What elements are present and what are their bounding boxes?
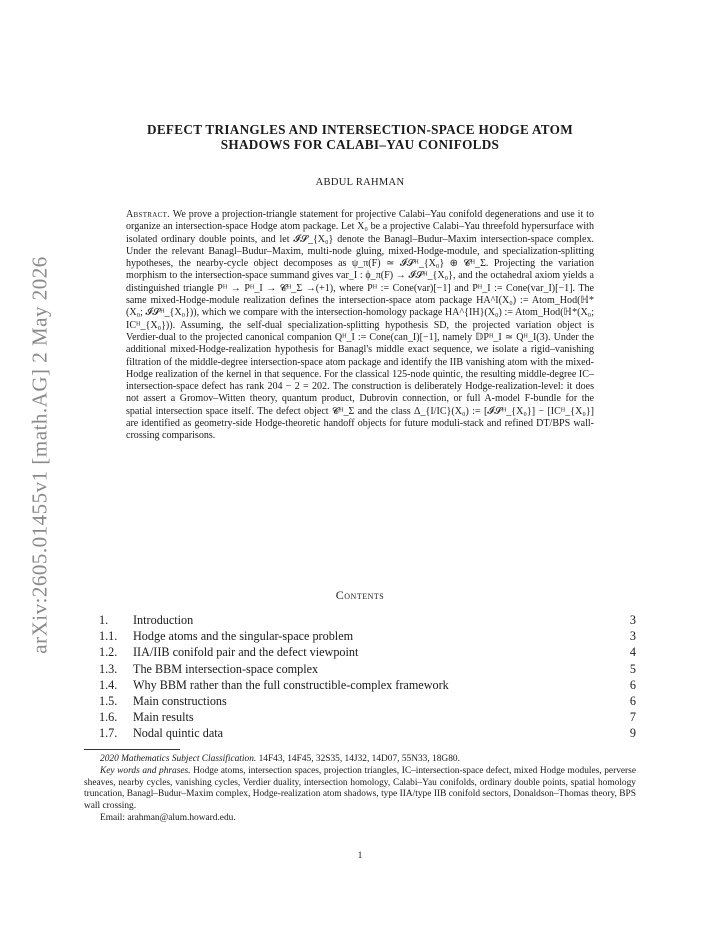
keywords-text: Hodge atoms, intersection spaces, projection triangles, IC–intersection-space defect, mixed Hodge modules, perverse sheaves, nearby cycles, vanishing cycles, Verdier duality, intersection homology, Calabi–Yau conifolds, ordinary double points, spatial homology truncation, Banagl–Budur–Maxim complex, Hodge-realization atom shadows, type IIA/type IIB conifold sectors, Donaldson–Thomas theory, BPS wall crossing. [84, 765, 636, 812]
toc-entry[interactable] [99, 693, 636, 709]
toc-entry-page: 6 [629, 694, 636, 709]
contents-heading: Contents [335, 588, 385, 602]
toc-entry-number: 1.4. [99, 677, 118, 692]
toc-entry[interactable] [99, 612, 636, 628]
arxiv-identifier-stamp: arXiv:2605.01455v1 [math.AG] 2 May 2026 [27, 256, 52, 654]
abstract [126, 209, 594, 443]
toc-entry-page: 7 [629, 710, 636, 725]
toc-entry-number: 1. [99, 613, 109, 627]
toc-entry-number: 1.2. [99, 645, 118, 660]
toc-entry[interactable] [99, 628, 636, 644]
toc-entry-title: Why BBM rather than the full constructible-complex framework [133, 677, 449, 692]
toc-entry-title: The BBM intersection-space complex [133, 661, 319, 676]
toc-entry-title: Introduction [133, 613, 194, 627]
toc-entry-number: 1.1. [99, 629, 118, 644]
toc-entry[interactable] [99, 725, 636, 741]
keywords-label: Key words and phrases. [100, 765, 191, 776]
toc-entry-page: 4 [629, 645, 636, 660]
abstract-label: Abstract. [126, 209, 170, 220]
toc-entry-title: Hodge atoms and the singular-space problem [133, 629, 354, 644]
toc-entry[interactable] [99, 661, 636, 677]
page-number: 1 [357, 851, 363, 861]
msc-codes: 14F43, 14F45, 32S35, 14J32, 14D07, 55N33, 18G80. [258, 754, 460, 764]
table-of-contents [99, 612, 636, 742]
toc-entry-page: 3 [629, 613, 636, 627]
title-line-2: SHADOWS FOR CALABI–YAU CONIFOLDS [220, 137, 500, 152]
toc-entry-number: 1.5. [99, 694, 118, 709]
toc-entry-page: 3 [629, 629, 636, 644]
toc-entry-page: 6 [629, 677, 636, 692]
toc-entry-title: Main constructions [133, 694, 227, 709]
paper-title [90, 122, 630, 152]
toc-entry-title: Main results [133, 710, 194, 725]
toc-entry-page: 9 [629, 726, 636, 741]
author-name: ABDUL RAHMAN [315, 177, 405, 188]
toc-entry-title: Nodal quintic data [133, 726, 224, 741]
msc-label: 2020 Mathematics Subject Classification. [100, 754, 257, 764]
toc-entry[interactable] [99, 709, 636, 725]
msc-footnote [84, 754, 636, 766]
abstract-text: We prove a projection-triangle statement for projective Calabi–Yau conifold degenerations and use it to organize an intersection-space Hodge atom package. Let X₀ be a projective Calabi–Yau threefold hypersurface with isolated ordinary double points, and let 𝓘𝓢_{X₀} denote the Banagl–Budur–Maxim intersection-space complex. Under the relevant Banagl–Budur–Maxim, multi-node gluing, mixed-Hodge-module, and specialization-splitting hypotheses, the nearby-cycle object decomposes as ψ_π(F) ≃ 𝓘𝓢ᴴ_{X₀} ⊕ 𝓒ᴴ_Σ. Projecting the variation morphism to the intersection-space summand gives var_I : ϕ_π(F) → 𝓘𝓢ᴴ_{X₀}, and the octahedral axiom yields a distinguished triangle Pᴴ → Pᴴ_I → 𝓒ᴴ_Σ →(+1), where Pᴴ := Cone(var)[−1] and Pᴴ_I := Cone(var_I)[−1]. The same mixed-Hodge-module realization defines the intersection-space atom package HA^I(X₀) := Atom_Hod(ℍ*(X₀; 𝓘𝓢ᴴ_{X₀})), which we compare with the intersection-homology package HA^{IH}(X₀) := Atom_Hod(ℍ*(X₀; ICᴴ_{X₀})). Assuming, the self-dual specialization-splitting hypothesis SD, the projected variation object is Verdier-dual to the projected canonical companion Qᴴ_I := Cone(can_I)[−1], namely 𝔻Pᴴ_I ≃ Qᴴ_I(3). Under the additional mixed-Hodge-realization hypothesis for Banagl's middle exact sequence, we isolate a rigid–vanishing filtration of the middle-degree intersection-space atom package and identify the IIB vanishing atom with the mixed-Hodge realization of the kernel in that sequence. For the classical 125-node quintic, the resulting middle-degree IC–intersection-space defect has rank 204 − 2 = 202. The construction is deliberately Hodge-realization-level: it does not assert a Gromov–Witten theory, quantum product, Dubrovin connection, or full A-model F-bundle for the spatial intersection space itself. The defect object 𝓒ᴴ_Σ and the class Δ_{I/IC}(X₀) := [𝓘𝓢ᴴ_{X₀}] − [ICᴴ_{X₀}] are identified as geometry-side Hodge-theoretic handoff objects for future moduli-stack and refined DT/BPS wall-crossing comparisons. [126, 209, 594, 442]
keywords-footnote [84, 766, 636, 813]
toc-entry-number: 1.7. [99, 726, 118, 741]
toc-entry-page: 5 [629, 661, 636, 676]
footnote-divider [84, 749, 180, 750]
toc-entry-title: IIA/IIB conifold pair and the defect viewpoint [133, 645, 359, 660]
title-line-1: DEFECT TRIANGLES AND INTERSECTION-SPACE HODGE ATOM [147, 122, 573, 137]
author-email[interactable]: Email: arahman@alum.howard.edu. [100, 812, 236, 823]
toc-entry[interactable] [99, 644, 636, 660]
toc-entry-number: 1.6. [99, 710, 118, 725]
toc-entry[interactable] [99, 677, 636, 693]
footnotes [84, 754, 636, 825]
toc-entry-number: 1.3. [99, 661, 118, 676]
